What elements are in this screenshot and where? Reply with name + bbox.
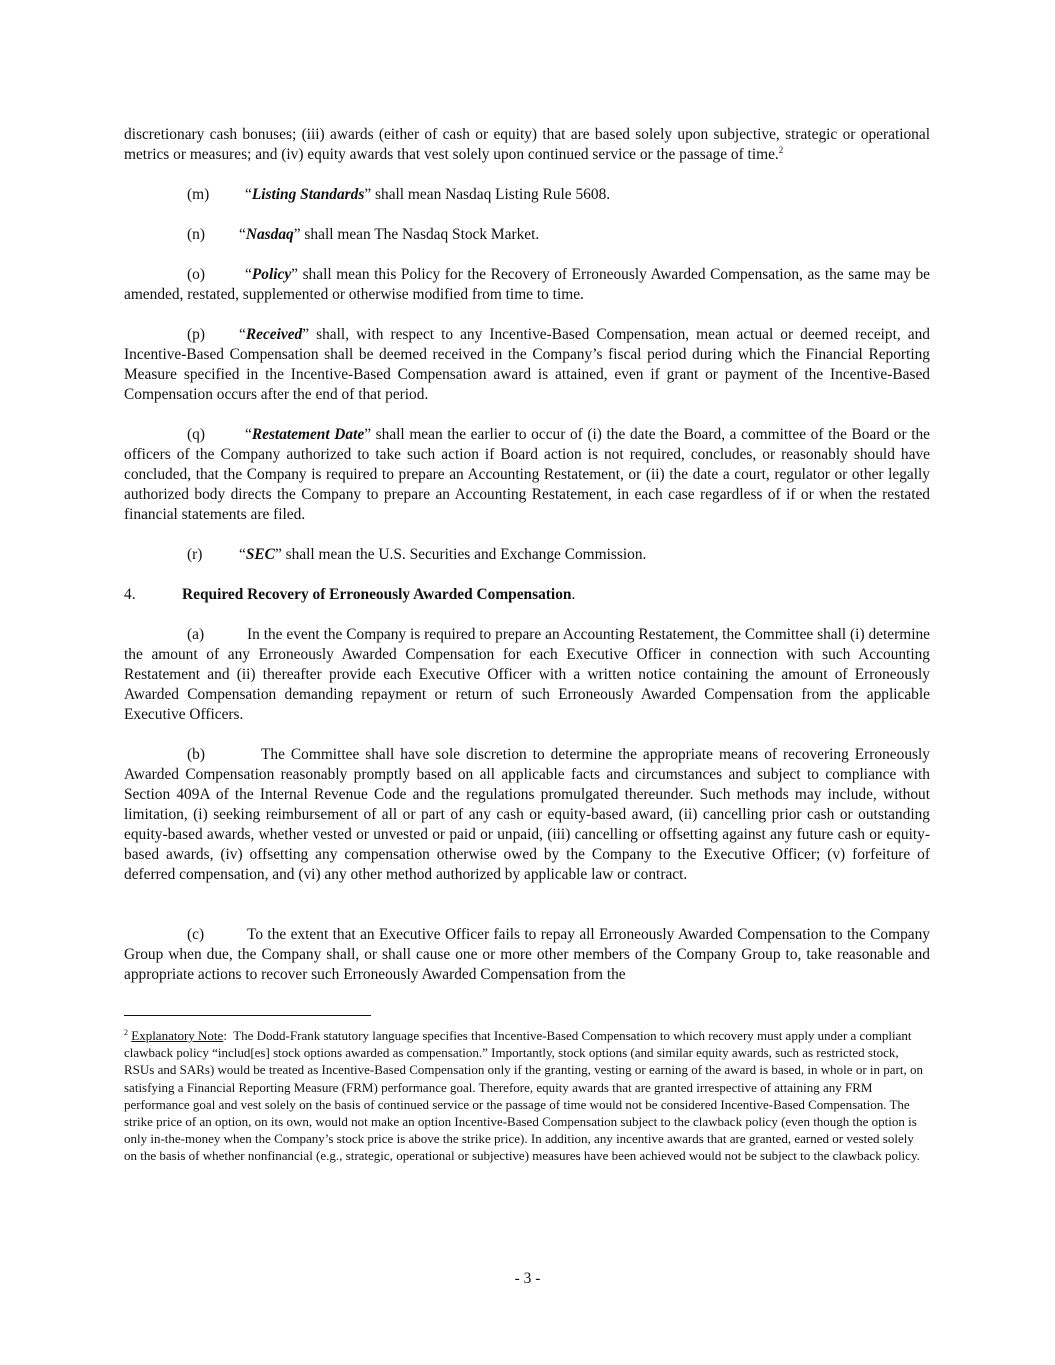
definition-label: (p) bbox=[187, 326, 205, 343]
definition-label: (o) bbox=[187, 266, 205, 283]
footnote-separator bbox=[124, 1015, 371, 1016]
definition-p: (p) “Received” shall, with respect to any Incentive-Based Compensation, mean actual or deemed receipt, and Incentive-Based Compensation shall be deemed received in the Company’s fiscal period during which the Financial Reporting Measure specified in the Incentive-Based Compensation award is attained, even if grant or payment of the Incentive-Based Compensation occurs after the end of that period. bbox=[124, 326, 930, 403]
section-number: 4. bbox=[124, 586, 136, 603]
section-4c: (c) To the extent that an Executive Officer fails to repay all Erroneously Awarded Compensation to the Company Group when due, the Company shall, or shall cause one or more other members of the Company Group to, take reasonable and appropriate actions to recover such Erroneously Awarded Compensation from the bbox=[124, 926, 930, 983]
subsection-label: (a) bbox=[187, 626, 205, 643]
footnote-title: Explanatory Note bbox=[131, 1028, 224, 1043]
defined-term: Nasdaq bbox=[245, 226, 294, 243]
definition-label: (q) bbox=[187, 426, 205, 443]
subsection-label: (b) bbox=[187, 746, 205, 763]
definition-o: (o) “Policy” shall mean this Policy for the Recovery of Erroneously Awarded Compensation, as the same may be amended, restated, supplemented or otherwise modified from time to time. bbox=[124, 266, 930, 303]
footnote-number: 2 bbox=[124, 1028, 128, 1037]
definition-label: (n) bbox=[187, 226, 205, 243]
continuation-paragraph: discretionary cash bonuses; (iii) awards (either of cash or equity) that are based solely upon subjective, strategic or operational metrics or measures; and (iv) equity awards that vest solely upon continued service or the passage of time.$^2$ bbox=[124, 126, 930, 163]
defined-term: Restatement Date bbox=[251, 426, 365, 443]
definition-r: (r) “SEC” shall mean the U.S. Securities and Exchange Commission. bbox=[187, 546, 647, 563]
section-title: Required Recovery of Erroneously Awarded Compensation bbox=[182, 586, 572, 603]
footnote-reference[interactable]: 2 bbox=[778, 145, 784, 155]
defined-term: Received bbox=[245, 326, 303, 343]
footnote-text: The Dodd-Frank statutory language specifies that Incentive-Based Compensation to which recovery must apply under a compliant clawback policy “includ[es] stock options awarded as compensation.” Importantly, stock options (and similar equity awards, such as restricted stock, RSUs and SARs) would be treated as Incentive-Based Compensation only if the granting, vesting or earning of the award is based, in whole or in part, on satisfying a Financial Reporting Measure (FRM) performance goal. Therefore, equity awards that are granted irrespective of attaining any FRM performance goal and vest solely on the basis of continued service or the passage of time would not be considered Incentive-Based Compensation. The strike price of an option, on its own, would not make an option Incentive-Based Compensation subject to the clawback policy (even though the option is only in-the-money when the Company’s stock price is above the strike price). In addition, any incentive awards that are granted, earned or vested solely on the basis of whether nonfinancial (e.g., strategic, operational or subjective) measures have been achieved would not be subject to the clawback policy. bbox=[124, 1028, 927, 1164]
defined-term: Policy bbox=[251, 266, 292, 283]
defined-term: Listing Standards bbox=[251, 186, 365, 203]
footnote: $^2$ Explanatory Note: The Dodd-Frank statutory language specifies that Incentive-Based Compensation to which recovery must apply under a compliant clawback policy “includ[es] stock options awarded as compensation.” Importantly, stock options (and similar equity awards, such as restricted stock, RSUs and SARs) would be treated as Incentive-Based Compensation only if the granting, vesting or earning of the award is based, in whole or in part, on satisfying a Financial Reporting Measure (FRM) performance goal. Therefore, equity awards that are granted irrespective of attaining any FRM performance goal and vest solely on the basis of continued service or the passage of time would not be considered Incentive-Based Compensation. The strike price of an option, on its own, would not make an option Incentive-Based Compensation subject to the clawback policy (even though the option is only in-the-money when the Company’s stock price is above the strike price). In addition, any incentive awards that are granted, earned or vested solely on the basis of whether nonfinancial (e.g., strategic, operational or subjective) measures have been achieved would not be subject to the clawback policy. bbox=[124, 1028, 927, 1164]
subsection-label: (c) bbox=[187, 926, 205, 943]
page-number: - 3 - bbox=[514, 1270, 541, 1287]
defined-term: SEC bbox=[245, 546, 275, 563]
section-4a: (a) In the event the Company is required to prepare an Accounting Restatement, the Committee shall (i) determine the amount of any Erroneously Awarded Compensation for each Executive Officer in connection with such Accounting Restatement and (ii) thereafter provide each Executive Officer with a written notice containing the amount of Erroneously Awarded Compensation demanding repayment or return of such Erroneously Awarded Compensation from the applicable Executive Officers. bbox=[124, 626, 930, 723]
section-heading: 4. Required Recovery of Erroneously Awarded Compensation. bbox=[124, 586, 576, 603]
definition-m: (m) “Listing Standards” shall mean Nasdaq Listing Rule 5608. bbox=[187, 186, 611, 203]
section-4b: (b) The Committee shall have sole discretion to determine the appropriate means of recovering Erroneously Awarded Compensation reasonably promptly based on all applicable facts and circumstances and subject to compliance with Section 409A of the Internal Revenue Code and the regulations promulgated thereunder. Such methods may include, without limitation, (i) seeking reimbursement of all or part of any cash or equity-based award, (ii) cancelling prior cash or outstanding equity-based awards, whether vested or unvested or paid or unpaid, (iii) cancelling or offsetting against any future cash or equity-based awards, (iv) offsetting any compensation otherwise owed by the Company to the Executive Officer; (v) forfeiture of deferred compensation, and (vi) any other method authorized by applicable law or contract. bbox=[124, 746, 930, 883]
definition-label: (m) bbox=[187, 186, 210, 203]
definition-n: (n) “Nasdaq” shall mean The Nasdaq Stock Market. bbox=[187, 226, 540, 243]
definition-q: (q) “Restatement Date” shall mean the earlier to occur of (i) the date the Board, a committee of the Board or the officers of the Company authorized to take such action if Board action is not required, concludes, or reasonably should have concluded, that the Company is required to prepare an Accounting Restatement, or (ii) the date a court, regulator or other legally authorized body directs the Company to prepare an Accounting Restatement, in each case regardless of if or when the restated financial statements are filed. bbox=[124, 426, 930, 523]
definition-label: (r) bbox=[187, 546, 203, 563]
